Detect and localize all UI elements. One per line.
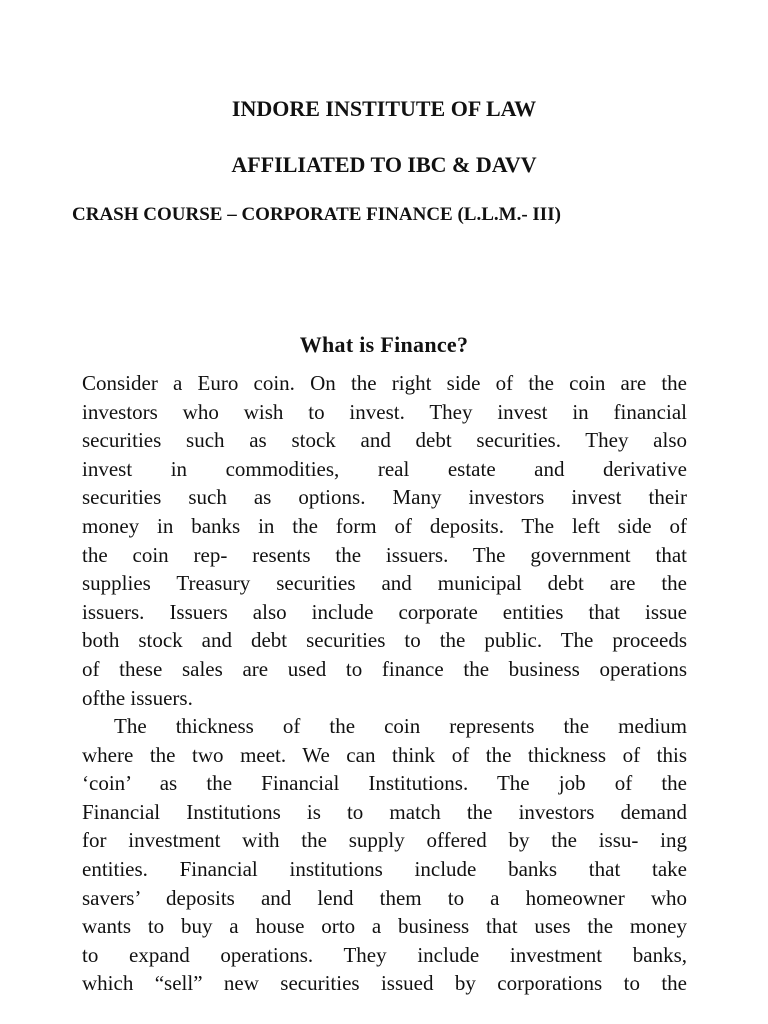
course-heading: CRASH COURSE – CORPORATE FINANCE (L.L.M.- III): [72, 204, 561, 225]
paragraph-line: of these sales are used to finance the business operations: [82, 656, 687, 681]
paragraph-line: wants to buy a house orto a business that uses the money: [82, 914, 687, 939]
paragraph-line: for investment with the supply offered by the issu- ing: [82, 828, 687, 853]
paragraph-line: issuers. Issuers also include corporate entities that issue: [82, 599, 687, 624]
paragraph-line: securities such as stock and debt securities. They also: [82, 428, 687, 453]
paragraph-line: supplies Treasury securities and municipal debt are the: [82, 571, 687, 596]
paragraph-1: [82, 369, 687, 712]
paragraph-2: [82, 712, 687, 998]
paragraph-line: the coin rep- resents the issuers. The government that: [82, 542, 687, 567]
paragraph-line: savers’ deposits and lend them to a homeowner who: [82, 885, 687, 910]
paragraph-line: which “sell” new securities issued by corporations to the: [82, 971, 687, 996]
paragraph-line: money in banks in the form of deposits. The left side of: [82, 513, 687, 538]
paragraph-line: both stock and debt securities to the public. The proceeds: [82, 628, 687, 653]
affiliation-heading: AFFILIATED TO IBC & DAVV: [231, 152, 537, 177]
paragraph-line: Financial Institutions is to match the investors demand: [82, 799, 687, 824]
paragraph-line: ‘coin’ as the Financial Institutions. The job of the: [82, 771, 687, 796]
paragraph-line: where the two meet. We can think of the thickness of this: [82, 742, 687, 767]
paragraph-line: investors who wish to invest. They invest in financial: [82, 399, 687, 424]
paragraph-line: ofthe issuers.: [82, 685, 193, 710]
institute-heading: INDORE INSTITUTE OF LAW: [231, 96, 537, 121]
paragraph-line: Consider a Euro coin. On the right side of the coin are the: [82, 371, 687, 395]
paragraph-line: entities. Financial institutions include banks that take: [82, 856, 687, 881]
section-title: What is Finance?: [299, 332, 469, 357]
paragraph-line: The thickness of the coin represents the medium: [114, 714, 687, 738]
paragraph-line: securities such as options. Many investors invest their: [82, 485, 687, 510]
paragraph-line: to expand operations. They include investment banks,: [82, 942, 687, 967]
paragraph-line: invest in commodities, real estate and derivative: [82, 456, 687, 481]
